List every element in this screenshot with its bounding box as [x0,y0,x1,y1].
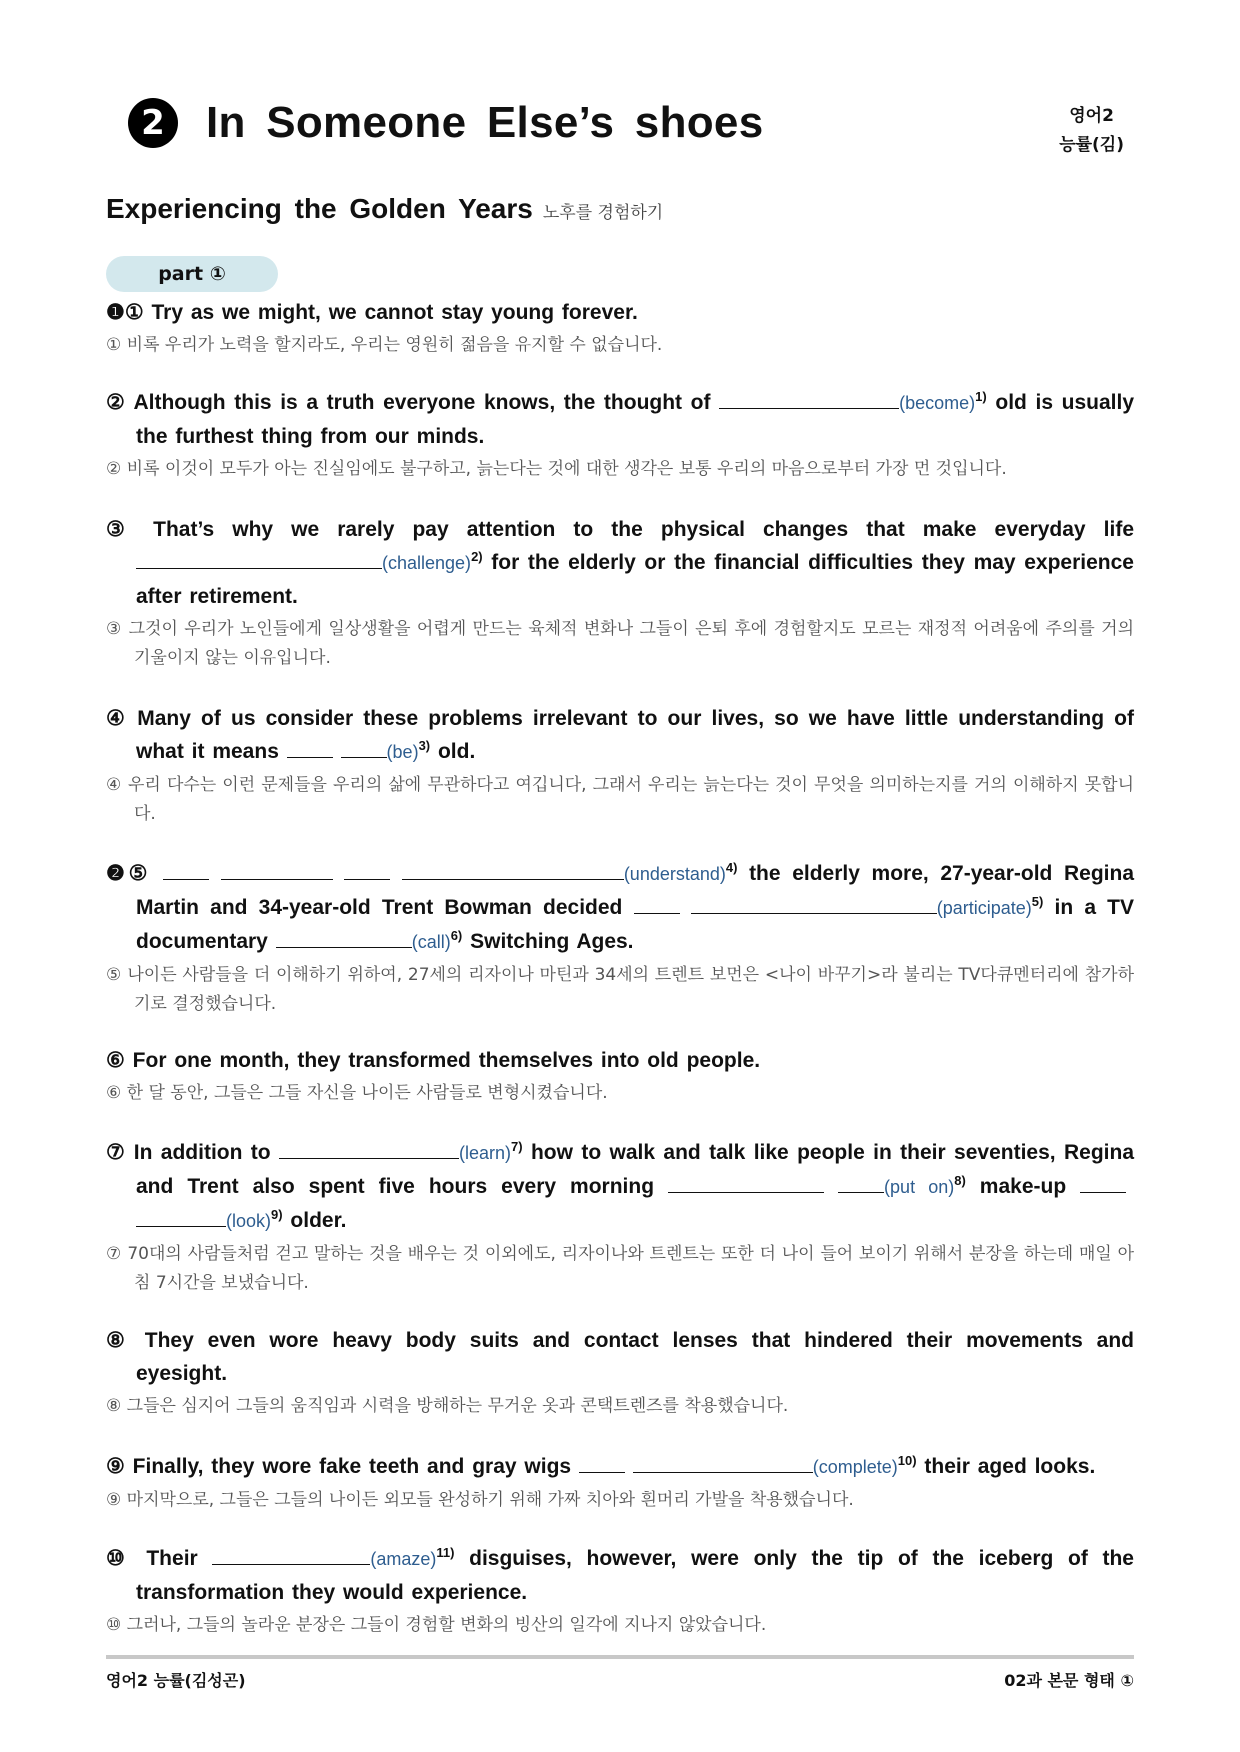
sentence-10 [106,1542,1134,1640]
blank-number: 4) [725,860,738,875]
sentence-english [106,702,1134,769]
sentence-marker: ❷⑤ [106,862,152,885]
sentence-6 [106,1044,1134,1108]
sentence-text: Try as we might, we cannot stay young forever. [151,301,638,324]
sentence-marker: ⑧ [106,1329,131,1352]
hint-word: (participate) [936,898,1032,918]
lesson-title: In Someone Else’s shoes [206,98,764,147]
sentence-text: Many of us consider these problems irrelevant to our lives, so we have little understanding of what it means [136,707,1134,763]
hint-word: (challenge) [382,553,472,573]
sentence-english [106,386,1134,453]
answer-blank-4b[interactable] [221,878,333,880]
reading-subtitle [106,193,663,225]
sentence-text: old. [430,740,476,763]
sentence-marker: ④ [106,707,128,730]
answer-blank-9a[interactable] [1080,1191,1126,1193]
sentence-korean: ⑧ 그들은 심지어 그들의 움직임과 시력을 방해하는 무거운 옷과 콘택트렌즈를 착용했습니다. [106,1396,789,1416]
sentence-text: old is usually the furthest thing from our minds. [136,391,1134,448]
textbook-publisher: 능률(김) [1059,135,1124,155]
hint-word: (look) [226,1211,272,1231]
sentence-korean: ④ 우리 다수는 이런 문제들을 우리의 삶에 무관하다고 여깁니다, 그래서 우리는 늙는다는 것이 무엇을 의미하는지를 거의 이해하지 못합니다. [106,775,1134,824]
answer-blank-2[interactable] [136,567,382,569]
sentence-text: Finally, they wore fake teeth and gray wigs [132,1455,579,1478]
sentence-1 [106,296,1134,360]
answer-blank-1[interactable] [719,407,899,409]
textbook-label [1059,102,1124,160]
answer-blank-3a[interactable] [287,756,333,758]
sentence-text: their aged looks. [916,1455,1096,1478]
hint-word: (complete) [812,1457,898,1477]
hint-word: (put on) [884,1177,955,1197]
hint-word: (understand) [623,864,726,884]
answer-blank-4d[interactable] [402,878,624,880]
answer-blank-5a[interactable] [634,912,680,914]
subtitle-korean: 노후를 경험하기 [542,203,664,223]
blank-number: 7) [511,1139,523,1154]
sentence-korean: ⑤ 나이든 사람들을 더 이해하기 위하여, 27세의 리자이나 마틴과 34세의 트렌트 보먼은 <나이 바꾸기>라 불리는 TV다큐멘터리에 참가하기로 결정했습니다. [106,965,1134,1014]
sentence-text: for the elderly or the financial difficulties they may experience after retirement. [136,551,1134,608]
sentence-5 [106,857,1134,1019]
sentence-2 [106,386,1134,484]
answer-blank-7[interactable] [279,1157,459,1159]
answer-blank-4c[interactable] [344,878,390,880]
sentence-text: Although this is a truth everyone knows, the thought of [133,391,720,414]
textbook-subject: 영어2 [1069,106,1114,126]
footer-textbook: 영어2 능률(김성곤) [106,1671,246,1690]
sentence-text: older. [282,1209,347,1232]
answer-blank-10a[interactable] [579,1471,625,1473]
hint-word: (be) [386,742,419,762]
sentence-marker: ③ [106,518,136,541]
answer-blank-10b[interactable] [633,1471,813,1473]
sentence-english [106,1044,1134,1077]
sentence-text: Their [146,1547,213,1570]
sentence-korean: ⑦ 70대의 사람들처럼 걷고 말하는 것을 배우는 것 이외에도, 리자이나와 트렌트는 또한 더 나이 들어 보이기 위해서 분장을 하는데 매일 아침 7시간을 보냈습니다. [106,1244,1134,1293]
sentence-text: Switching Ages. [462,930,634,953]
sentence-korean: ① 비록 우리가 노력을 할지라도, 우리는 영원히 젊음을 유지할 수 없습니다. [106,335,663,355]
sentence-korean: ⑨ 마지막으로, 그들은 그들의 나이든 외모들 완성하기 위해 가짜 치아와 흰머리 가발을 착용했습니다. [106,1490,854,1510]
sentence-english [106,1324,1134,1390]
footer-divider [106,1655,1134,1659]
hint-word: (amaze) [370,1549,437,1569]
sentence-text: make-up [965,1175,1081,1198]
answer-blank-3b[interactable] [341,756,387,758]
sentence-text: disguises, however, were only the tip of the iceberg of the transformation they would experience. [136,1547,1134,1604]
blank-number: 8) [954,1173,966,1188]
sentence-text: how to walk and talk like people in their seventies, Regina and Trent also spent five hours every morning [136,1141,1135,1198]
sentence-8 [106,1324,1134,1421]
sentence-english [106,1136,1134,1238]
sentence-4 [106,702,1134,829]
blank-number: 3) [418,738,431,753]
answer-blank-11[interactable] [212,1563,370,1565]
sentence-english [106,1542,1134,1609]
part-label: part ① [106,256,278,292]
sentence-marker: ⑩ [106,1547,132,1570]
sentence-text: For one month, they transformed themselves into old people. [132,1049,761,1072]
sentence-3 [106,513,1134,673]
sentence-english [106,857,1134,959]
sentence-marker: ⑥ [106,1049,125,1072]
blank-number: 10) [897,1453,917,1468]
sentence-english [106,1450,1134,1484]
sentence-text: the elderly more, 27-year-old Regina Martin and 34-year-old Trent Bowman decided [136,862,1135,919]
sentence-text: That’s why we rarely pay attention to the physical changes that make everyday life [153,518,1135,541]
sentence-marker: ⑦ [106,1141,126,1164]
sentence-marker: ② [106,391,126,414]
lesson-title-row [128,98,763,148]
sentence-korean: ⑩ 그러나, 그들의 놀라운 분장은 그들이 경험할 변화의 빙산의 일각에 지나지 않았습니다. [106,1615,767,1635]
sentence-korean: ③ 그것이 우리가 노인들에게 일상생활을 어렵게 만드는 육체적 변화나 그들이 은퇴 후에 경험할지도 모르는 재정적 어려움에 주의를 거의 기울이지 않는 이유입니다. [106,619,1134,668]
subtitle-english: Experiencing the Golden Years [106,193,533,224]
lesson-number-badge: 2 [128,98,178,148]
blank-number: 9) [271,1207,283,1222]
sentence-7 [106,1136,1134,1298]
sentence-marker: ⑨ [106,1455,125,1478]
footer-lesson-info: 02과 본문 형태 ① [1004,1671,1134,1690]
sentence-english [106,513,1134,613]
blank-number: 5) [1031,894,1044,909]
sentence-marker: ❶① [106,301,144,324]
answer-blank-9b[interactable] [136,1225,226,1227]
hint-word: (learn) [459,1143,512,1163]
answer-blank-5b[interactable] [691,912,937,914]
sentence-9 [106,1450,1134,1515]
sentence-korean: ⑥ 한 달 동안, 그들은 그들 자신을 나이든 사람들로 변형시켰습니다. [106,1083,608,1103]
answer-blank-6[interactable] [276,946,412,948]
answer-blank-4a[interactable] [163,878,209,880]
sentence-korean: ② 비록 이것이 모두가 아는 진실임에도 불구하고, 늙는다는 것에 대한 생각은 보통 우리의 마음으로부터 가장 먼 것입니다. [106,459,1007,479]
sentence-text: They even wore heavy body suits and contact lenses that hindered their movements and eyesight. [136,1329,1135,1385]
blank-number: 2) [471,549,483,564]
answer-blank-8a[interactable] [668,1191,824,1193]
sentence-english [106,296,1134,329]
hint-word: (call) [411,932,451,952]
hint-word: (become) [899,393,976,413]
sentence-text: in a TV documentary [136,896,1135,953]
answer-blank-8b[interactable] [838,1191,884,1193]
blank-number: 6) [450,928,463,943]
blank-number: 1) [975,389,987,404]
blank-number: 11) [436,1545,455,1560]
sentence-text: In addition to [133,1141,280,1164]
